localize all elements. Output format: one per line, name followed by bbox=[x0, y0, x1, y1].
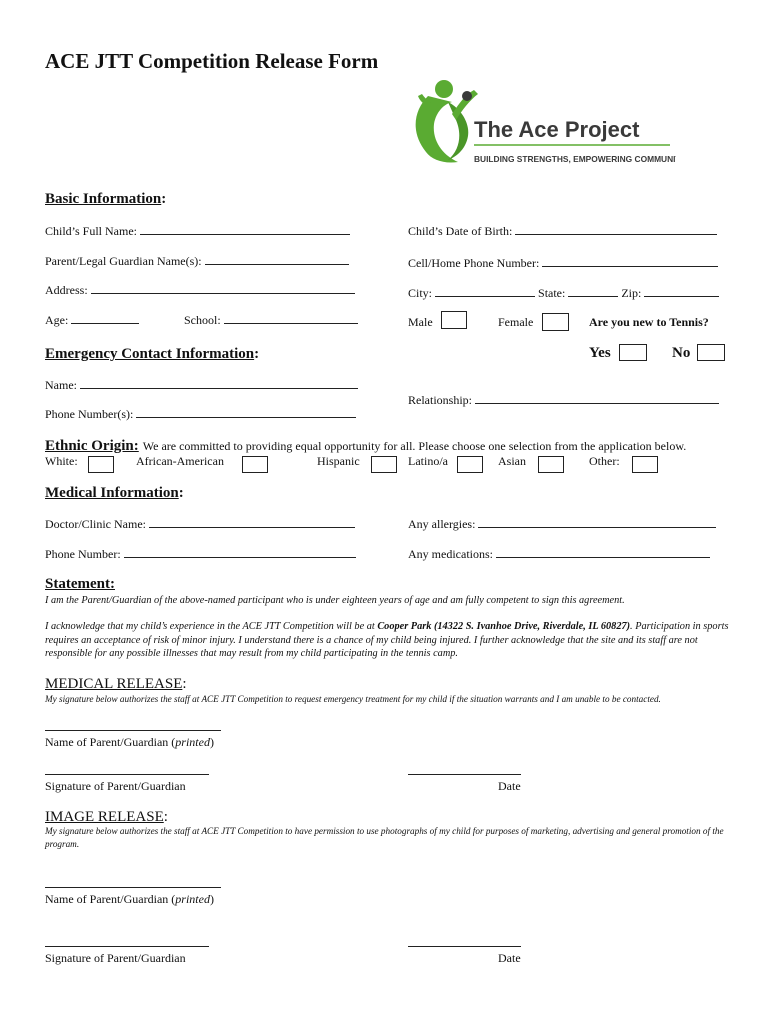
ethnic-note: We are committed to providing equal opportunity for all. Please choose one selection from the application below. bbox=[142, 439, 687, 453]
ethnic-option-latino: Latino/a bbox=[408, 454, 448, 468]
image-date-line[interactable] bbox=[408, 946, 521, 947]
child-name-field bbox=[45, 223, 350, 239]
medications-field bbox=[408, 546, 710, 562]
medical-signature-line[interactable] bbox=[45, 774, 209, 775]
age-input[interactable] bbox=[71, 312, 139, 324]
medical-phone-label: Phone Number: bbox=[45, 547, 121, 561]
address-field bbox=[45, 282, 355, 298]
zip-label: Zip: bbox=[621, 286, 642, 300]
medical-date-label: Date bbox=[498, 779, 521, 793]
image-release-text: My signature below authorizes the staff at ACE JTT Competition to have permission to use photographs of my child for purposes of marketing, advertising and general promotion of the program. bbox=[45, 826, 724, 849]
ace-project-logo bbox=[404, 72, 676, 172]
phone-input[interactable] bbox=[542, 255, 718, 267]
asian-checkbox[interactable] bbox=[538, 456, 564, 473]
ethnic-option-hispanic: Hispanic bbox=[317, 454, 360, 468]
latino-checkbox[interactable] bbox=[457, 456, 483, 473]
guardian-label: Parent/Legal Guardian Name(s): bbox=[45, 254, 202, 268]
image-signature-label: Signature of Parent/Guardian bbox=[45, 951, 186, 965]
ethnic-option-asian: Asian bbox=[498, 454, 526, 468]
page-title: ACE JTT Competition Release Form bbox=[45, 49, 379, 73]
guardian-input[interactable] bbox=[205, 253, 349, 265]
ethnic-option-white: White: bbox=[45, 454, 78, 468]
ethnic-origin-row bbox=[45, 437, 686, 455]
medical-printed-name-label: Name of Parent/Guardian (printed) bbox=[45, 735, 214, 749]
address-label: Address: bbox=[45, 283, 88, 297]
phone-label: Cell/Home Phone Number: bbox=[408, 256, 540, 270]
medications-input[interactable] bbox=[496, 546, 710, 558]
male-checkbox[interactable] bbox=[441, 311, 467, 329]
yes-label: Yes bbox=[589, 345, 611, 361]
female-checkbox[interactable] bbox=[542, 313, 569, 331]
image-signature-line[interactable] bbox=[45, 946, 209, 947]
city-label: City: bbox=[408, 286, 433, 300]
medical-info-heading: Medical Information: bbox=[45, 485, 184, 501]
emergency-name-input[interactable] bbox=[80, 377, 358, 389]
emergency-phone-field bbox=[45, 406, 356, 422]
tennis-player-logo-icon bbox=[404, 72, 676, 172]
other-checkbox[interactable] bbox=[632, 456, 658, 473]
relationship-label: Relationship: bbox=[408, 393, 472, 407]
dob-input[interactable] bbox=[515, 223, 717, 235]
ethnic-option-other: Other: bbox=[589, 454, 620, 468]
doctor-field bbox=[45, 516, 355, 532]
yes-checkbox[interactable] bbox=[619, 344, 647, 361]
basic-info-heading: Basic Information: bbox=[45, 191, 167, 207]
logo-tagline-text: BUILDING STRENGTHS, EMPOWERING COMMUNITIES bbox=[474, 154, 676, 164]
white-checkbox[interactable] bbox=[88, 456, 114, 473]
school-label: School: bbox=[184, 313, 221, 327]
medical-release-text: My signature below authorizes the staff at ACE JTT Competition to request emergency treatment for my child if the situation warrants and I am unable to be contacted. bbox=[45, 694, 661, 704]
child-name-label: Child’s Full Name: bbox=[45, 224, 138, 238]
male-label: Male bbox=[408, 315, 433, 329]
ethnic-heading: Ethnic Origin: bbox=[45, 438, 139, 454]
emergency-heading: Emergency Contact Information: bbox=[45, 346, 260, 362]
age-label: Age: bbox=[45, 313, 69, 327]
school-input[interactable] bbox=[224, 312, 358, 324]
medical-printed-name-line[interactable] bbox=[45, 730, 221, 731]
ethnic-option-african-american: African-American bbox=[136, 454, 224, 468]
african-american-checkbox[interactable] bbox=[242, 456, 268, 473]
emergency-phone-label: Phone Number(s): bbox=[45, 407, 134, 421]
logo-name-text: The Ace Project bbox=[474, 117, 640, 142]
medical-phone-input[interactable] bbox=[124, 546, 356, 558]
zip-input[interactable] bbox=[644, 285, 719, 297]
image-date-label: Date bbox=[498, 951, 521, 965]
child-name-input[interactable] bbox=[140, 223, 350, 235]
guardian-field bbox=[45, 253, 349, 269]
medical-phone-field bbox=[45, 546, 356, 562]
medical-date-line[interactable] bbox=[408, 774, 521, 775]
statement-paragraph-2: I acknowledge that my child’s experience in the ACE JTT Competition will be at Cooper Park (14322 S. Ivanhoe Drive, Riverdale, IL 60827). Participation in sports requires an acceptance of risk of minor injury. I understand there is a chance of my child being injured. I further acknowledge that the site and its staff are not responsible for any possible illnesses that may result from my child participating in the tennis camp. bbox=[45, 621, 729, 659]
school-field bbox=[184, 312, 358, 328]
age-field bbox=[45, 312, 139, 328]
hispanic-checkbox[interactable] bbox=[371, 456, 397, 473]
location-text: Cooper Park (14322 S. Ivanhoe Drive, Riverdale, IL 60827) bbox=[377, 621, 631, 632]
medications-label: Any medications: bbox=[408, 547, 493, 561]
no-checkbox[interactable] bbox=[697, 344, 725, 361]
emergency-name-field bbox=[45, 377, 358, 393]
emergency-name-label: Name: bbox=[45, 378, 77, 392]
doctor-input[interactable] bbox=[149, 516, 355, 528]
phone-field bbox=[408, 255, 718, 271]
allergies-label: Any allergies: bbox=[408, 517, 476, 531]
state-input[interactable] bbox=[568, 285, 618, 297]
no-label: No bbox=[672, 345, 691, 361]
allergies-input[interactable] bbox=[478, 516, 716, 528]
female-label: Female bbox=[498, 315, 534, 329]
allergies-field bbox=[408, 516, 716, 532]
image-printed-name-line[interactable] bbox=[45, 887, 221, 888]
image-release-heading: IMAGE RELEASE: bbox=[45, 809, 168, 825]
image-printed-name-label: Name of Parent/Guardian (printed) bbox=[45, 892, 214, 906]
dob-label: Child’s Date of Birth: bbox=[408, 224, 513, 238]
city-input[interactable] bbox=[435, 285, 535, 297]
dob-field bbox=[408, 223, 717, 239]
medical-signature-label: Signature of Parent/Guardian bbox=[45, 779, 186, 793]
address-input[interactable] bbox=[91, 282, 355, 294]
medical-release-heading: MEDICAL RELEASE: bbox=[45, 676, 187, 692]
doctor-label: Doctor/Clinic Name: bbox=[45, 517, 146, 531]
city-state-zip-field bbox=[408, 285, 719, 301]
relationship-field bbox=[408, 392, 719, 408]
emergency-phone-input[interactable] bbox=[136, 406, 356, 418]
state-label: State: bbox=[538, 286, 566, 300]
statement-heading: Statement: bbox=[45, 576, 115, 592]
relationship-input[interactable] bbox=[475, 392, 719, 404]
new-to-tennis-label: Are you new to Tennis? bbox=[589, 315, 709, 329]
statement-paragraph-1: I am the Parent/Guardian of the above-named participant who is under eighteen years of age and am fully competent to sign this agreement. bbox=[45, 595, 625, 606]
